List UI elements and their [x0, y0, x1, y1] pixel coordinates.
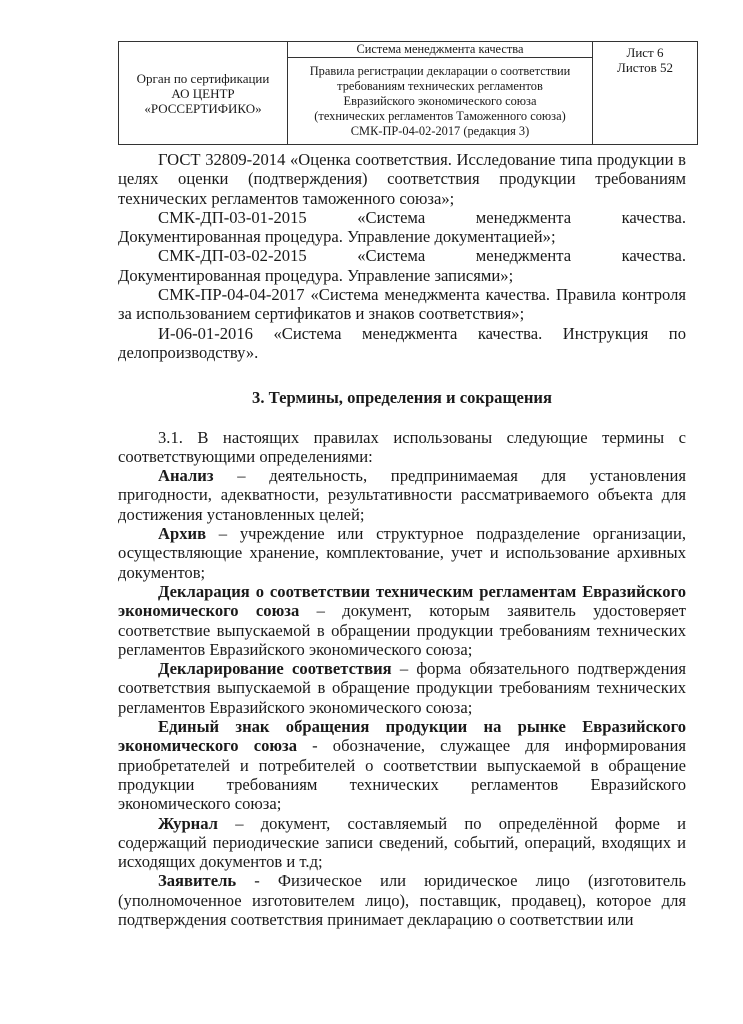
term-definition	[118, 717, 686, 813]
term-name: Архив	[158, 524, 207, 544]
reference-item: СМК-ДП-03-02-2015 «Система менеджмента качества. Документированная процедура. Управление записями»;	[118, 246, 686, 285]
term-name: Заявитель	[158, 871, 237, 891]
organization-cell	[119, 42, 288, 145]
term-text: – деятельность, предпринимаемая для установления пригодности, адекватности, результативности рассматриваемого объекта для достижения установленных целей;	[118, 466, 686, 524]
document-header	[118, 41, 698, 145]
reference-item: СМК-ПР-04-04-2017 «Система менеджмента качества. Правила контроля за использованием сертификатов и знаков соответствия»;	[118, 285, 686, 324]
term-text: – форма обязательного подтверждения соответствия выпускаемой в обращение продукции требованиям технических регламентов Евразийского экономического союза;	[118, 659, 686, 717]
term-name: Единый знак обращения продукции на рынке Евразийского экономического союза	[118, 717, 686, 756]
term-name: Декларирование соответствия	[158, 659, 392, 679]
qms-title: Система менеджмента качества	[288, 42, 593, 58]
rules-line: Правила регистрации декларации о соответствии	[309, 63, 571, 78]
intro-paragraph: 3.1. В настоящих правилах использованы следующие термины с соответствующими определениями:	[118, 427, 686, 466]
sheet-info-cell	[593, 42, 698, 145]
term-definition	[118, 814, 686, 872]
org-line: АО ЦЕНТР	[171, 85, 235, 101]
rules-title-cell	[288, 58, 593, 145]
term-name: Декларация о соответствии техническим регламентам Евразийского экономического союза	[118, 581, 686, 621]
term-definition	[118, 871, 686, 929]
term-definition	[118, 524, 686, 582]
term-name: Журнал	[158, 813, 218, 833]
section-title: 3. Термины, определения и сокращения	[252, 388, 552, 408]
org-line: «РОССЕРТИФИКО»	[144, 100, 262, 116]
reference-item: СМК-ДП-03-01-2015 «Система менеджмента качества. Документированная процедура. Управление документацией»;	[118, 207, 686, 247]
term-name: Анализ	[158, 466, 214, 486]
rules-line: требованиям технических регламентов	[337, 78, 543, 93]
rules-line: Евразийского экономического союза	[343, 93, 537, 108]
sheet-number: Лист 6	[626, 45, 664, 60]
sheets-total: Листов 52	[617, 60, 673, 75]
reference-item: ГОСТ 32809-2014 «Оценка соответствия. Исследование типа продукции в целях оценки (подтверждения) соответствия продукции требованиям технических регламентов таможенного союза»;	[118, 150, 686, 208]
document-body	[118, 150, 686, 929]
rules-line: СМК-ПР-04-02-2017 (редакция 3)	[350, 123, 530, 138]
term-text: – документ, составляемый по определённой форме и содержащий периодические записи сведений, событий, операций, входящих и исходящих документов и т.д;	[118, 813, 686, 872]
term-definition	[118, 659, 686, 717]
org-line: Орган по сертификации	[136, 70, 270, 86]
term-text: - обозначение, служащее для информирования приобретателей и потребителей о соответствии выпускаемой в обращение продукции требованиям технических регламентов Евразийского экономического союза;	[118, 736, 686, 814]
term-definition	[118, 466, 686, 524]
term-text: - Физическое или юридическое лицо (изготовитель (уполномоченное изготовителем лицо), поставщик, продавец), которое для подтверждения соответствия принимает декларацию о соответствии или	[118, 871, 686, 929]
term-text: – учреждение или структурное подразделение организации, осуществляющие хранение, комплектование, учет и использование архивных документов;	[118, 524, 686, 582]
rules-line: (технических регламентов Таможенного союза)	[314, 108, 566, 123]
term-definition	[118, 582, 686, 659]
term-text: – документ, которым заявитель удостоверяет соответствие выпускаемой в обращении продукции требованиям технических регламентов Евразийского экономического союза;	[118, 601, 686, 659]
reference-item: И-06-01-2016 «Система менеджмента качества. Инструкция по делопроизводству».	[118, 323, 686, 362]
